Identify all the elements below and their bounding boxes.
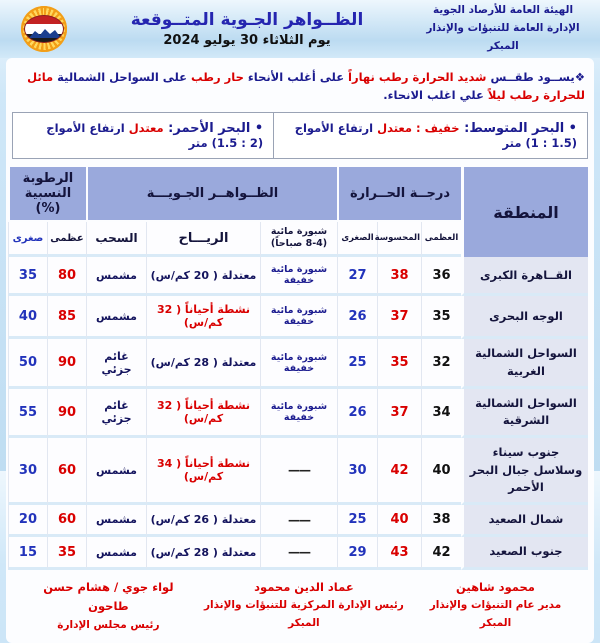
humidity-min: 35: [8, 257, 47, 296]
column-header-region: المنطقة: [461, 167, 588, 258]
mist-cell: شبورة مائية خفيفة: [260, 339, 337, 389]
signatures-footer: [9, 570, 591, 641]
humidity-max: 90: [47, 339, 86, 389]
temp-max: 32: [421, 339, 461, 389]
summary-segment: على السواحل الشمالية: [53, 70, 187, 84]
temp-max: 35: [421, 296, 461, 339]
mediterranean-waves: ارتفاع الأمواج ‎(1 : 1.5)‎ متر: [294, 120, 577, 150]
temp-min: 26: [337, 389, 377, 439]
temp-feel: 37: [377, 296, 421, 339]
wind-cell: نشطة أحياناً ( 32 كم/س): [146, 296, 260, 339]
clouds-cell: مشمس: [86, 257, 146, 296]
region-name: السواحل الشمالية الغربية: [461, 339, 588, 389]
temp-feel: 38: [377, 257, 421, 296]
column-header-temp-min: الصغرى: [337, 222, 377, 258]
temp-min: 26: [337, 296, 377, 339]
column-group-temperature: درجــة الحــرارة: [337, 167, 461, 222]
mediterranean-condition: خفيف : معتدل: [377, 120, 460, 135]
forecast-summary: [9, 66, 591, 112]
humidity-min: 20: [8, 505, 47, 537]
temp-feel: 43: [377, 537, 421, 569]
table-row: [8, 257, 588, 296]
humidity-max: 60: [47, 438, 86, 505]
content-card: [6, 58, 594, 643]
mediterranean-label: • البحر المتوسط:: [459, 120, 577, 136]
bullet-diamond-icon: ❖: [574, 70, 585, 84]
table-row: [8, 296, 588, 339]
column-header-mist: شبورة مائية (4-8 صباحاً): [260, 222, 337, 258]
humidity-max: 80: [47, 257, 86, 296]
page-title: الظــواهر الجـوية المتــوقعة: [130, 10, 364, 30]
temp-feel: 40: [377, 505, 421, 537]
summary-segment: يســود طقــس: [486, 70, 575, 84]
mountains-icon: [29, 28, 61, 38]
temp-min: 25: [337, 339, 377, 389]
temp-feel: 35: [377, 339, 421, 389]
humidity-max: 60: [47, 505, 86, 537]
wind-cell: نشطة أحياناً ( 34 كم/س): [146, 438, 260, 505]
signature-role: رئيس مجلس الإدارة: [57, 618, 160, 631]
clouds-cell: مشمس: [86, 505, 146, 537]
temp-max: 42: [421, 537, 461, 569]
red-sea-condition: معتدل: [128, 120, 164, 135]
clouds-cell: مشمس: [86, 296, 146, 339]
column-header-wind: الريـــاح: [146, 222, 260, 258]
column-header-humidity-max: عظمى: [47, 222, 86, 258]
summary-segment: حار رطب: [187, 70, 244, 84]
summary-segment: علي اغلب الانحاء.: [383, 88, 484, 103]
mist-cell: شبورة مائية خفيفة: [260, 296, 337, 339]
mist-cell: ——: [260, 505, 337, 537]
region-name: جنوب الصعيد: [461, 537, 588, 569]
red-sea-label: • البحر الأحمر:: [163, 120, 264, 136]
summary-segment: شديد الحرارة رطب نهاراً: [344, 70, 487, 84]
humidity-min: 50: [8, 339, 47, 389]
region-name: القــاهرة الكبرى: [461, 257, 588, 296]
temp-min: 29: [337, 537, 377, 569]
wind-cell: معتدلة ( 26 كم/س): [146, 505, 260, 537]
mist-cell: شبورة مائية خفيفة: [260, 389, 337, 439]
table-row: [8, 339, 588, 389]
signature-director-forecasts: [416, 578, 575, 635]
humidity-max: 90: [47, 389, 86, 439]
signature-role: مدير عام التنبؤات والإنذار المبكر: [429, 599, 562, 630]
temp-min: 30: [337, 438, 377, 505]
forecast-table: [8, 167, 588, 570]
clouds-cell: مشمس: [86, 438, 146, 505]
column-group-phenomena: الظــواهــر الجـويـــة: [86, 167, 337, 222]
humidity-min: 55: [8, 389, 47, 439]
column-group-humidity: الرطوبة النسبية (%): [8, 167, 86, 222]
signature-name: عماد الدين محمود: [254, 579, 354, 594]
red-sea-waves: ارتفاع الأمواج ‎(1.5 : 2)‎ متر: [46, 120, 264, 150]
clouds-cell: غائم جزئي: [86, 339, 146, 389]
region-name: شمال الصعيد: [461, 505, 588, 537]
table-row: [8, 389, 588, 439]
table-row: [8, 505, 588, 537]
humidity-min: 30: [8, 438, 47, 505]
temp-feel: 42: [377, 438, 421, 505]
temp-max: 38: [421, 505, 461, 537]
wind-cell: معتدلة ( 20 كم/س): [146, 257, 260, 296]
title-block: [76, 10, 418, 48]
clouds-cell: مشمس: [86, 537, 146, 569]
humidity-max: 35: [47, 537, 86, 569]
temp-min: 25: [337, 505, 377, 537]
org-line2: الإدارة العامة للتنبؤات والإنذار المبكر: [426, 22, 580, 52]
signature-name: محمود شاهين: [456, 579, 535, 594]
wind-cell: نشطة أحياناً ( 32 كم/س): [146, 389, 260, 439]
table-row: [8, 438, 588, 505]
signature-role: رئيس الإدارة المركزية للتنبؤات والإنذار المبكر: [203, 599, 404, 630]
bulletin-header: [0, 0, 600, 58]
temp-feel: 37: [377, 389, 421, 439]
temp-max: 34: [421, 389, 461, 439]
table-group-header-row: [8, 167, 588, 222]
mediterranean-sea-state: [274, 113, 587, 158]
wind-cell: معتدلة ( 28 كم/س): [146, 339, 260, 389]
bulletin-date: يوم الثلاثاء 30 يوليو 2024: [163, 33, 331, 48]
sea-state-box: [12, 112, 588, 159]
humidity-min: 40: [8, 296, 47, 339]
mist-cell: ——: [260, 438, 337, 505]
temp-max: 36: [421, 257, 461, 296]
summary-segment: مائل للحرارة رطب ليلاً: [27, 70, 585, 103]
flag-globe-icon: [24, 15, 64, 43]
summary-segment: على أغلب الأنحاء: [243, 70, 345, 84]
red-sea-state: [13, 113, 274, 158]
column-header-temp-max: العظمى: [421, 222, 461, 258]
sun-rays-icon: [21, 6, 67, 52]
humidity-max: 85: [47, 296, 86, 339]
region-name: السواحل الشمالية الشرقية: [461, 389, 588, 439]
region-name: الوجه البحرى: [461, 296, 588, 339]
signature-head-central-admin: [192, 578, 416, 635]
temp-min: 27: [337, 257, 377, 296]
table-row: [8, 537, 588, 569]
org-line1: الهيئة العامة للأرصاد الجوية: [432, 4, 574, 17]
authority-logo: [12, 6, 76, 52]
mist-cell: شبورة مائية خفيفة: [260, 257, 337, 296]
column-header-temp-feel: المحسوسة: [377, 222, 421, 258]
clouds-cell: غائم جزئي: [86, 389, 146, 439]
wind-cell: معتدلة ( 28 كم/س): [146, 537, 260, 569]
organization-names: [418, 2, 588, 56]
region-name: جنوب سيناء وسلاسل جبال البحر الأحمر: [461, 438, 588, 505]
mist-cell: ——: [260, 537, 337, 569]
signature-name: لواء جوي / هشام حسن طاحون: [43, 579, 174, 614]
temp-max: 40: [421, 438, 461, 505]
signature-chairman: [25, 578, 192, 635]
column-header-clouds: السحب: [86, 222, 146, 258]
column-header-humidity-min: صغرى: [8, 222, 47, 258]
humidity-min: 15: [8, 537, 47, 569]
